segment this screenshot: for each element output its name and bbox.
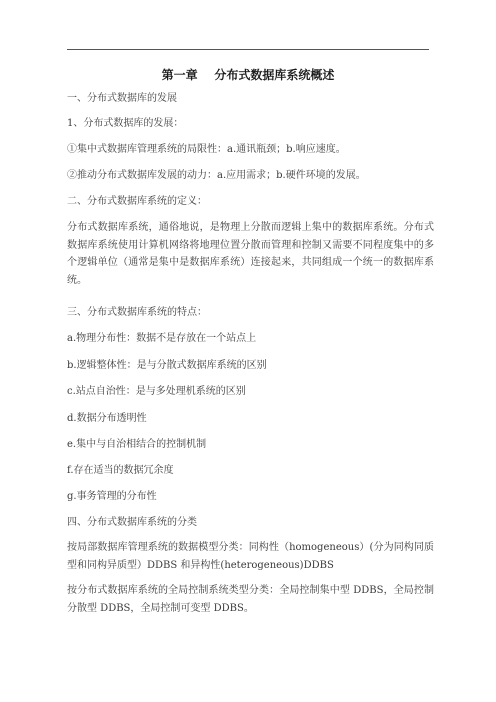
feature-item: d.数据分布透明性 — [67, 413, 147, 424]
section-heading-development: 一、分布式数据库的发展 — [67, 93, 177, 104]
section-heading-features: 三、分布式数据库系统的特点： — [67, 307, 207, 318]
feature-item: a.物理分布性：数据不是存放在一个站点上 — [67, 333, 257, 344]
section-heading-classification: 四、分布式数据库系统的分类 — [67, 517, 197, 528]
definition-paragraph: 分布式数据库系统，通俗地说，是物理上分散而逻辑上集中的数据库系统。分布式数据库系统使用计算机网络将地理位置分散而管理和控制又需要不同程度集中的多个逻辑单位（通常是集中是数据库系统）连接起来，共同组成一个统一的数据库系统。 — [67, 222, 434, 287]
feature-item: b.逻辑整体性：是与分散式数据库系统的区别 — [67, 360, 267, 371]
header-rule — [67, 49, 429, 50]
section-heading-definition: 二、分布式数据库系统的定义： — [67, 196, 207, 207]
feature-item: c.站点自治性：是与多处理机系统的区别 — [67, 386, 246, 397]
classification-paragraph-control: 按分布式数据库系统的全局控制系统类型分类：全局控制集中型 DDBS，全局控制分散型 DDBS，全局控制可变型 DDBS。 — [67, 585, 434, 614]
chapter-title: 第一章 分布式数据库系统概述 — [161, 68, 335, 82]
feature-item: f.存在适当的数据冗余度 — [67, 465, 174, 476]
subsection-heading-development: 1、分布式数据库的发展： — [67, 118, 184, 129]
list-item-limitations: ①集中式数据库管理系统的局限性：a.通讯瓶颈；b.响应速度。 — [67, 144, 346, 155]
list-item-drivers: ②推动分布式数据库发展的动力：a.应用需求；b.硬件环境的发展。 — [67, 170, 366, 181]
classification-paragraph-model: 按局部数据库管理系统的数据模型分类：同构性（homogeneous）(分为同构同质型和同构异质型）DDBS 和异构性(heterogeneous)DDBS — [67, 542, 434, 571]
feature-item: g.事务管理的分布性 — [67, 491, 157, 502]
feature-item: e.集中与自治相结合的控制机制 — [67, 439, 207, 450]
